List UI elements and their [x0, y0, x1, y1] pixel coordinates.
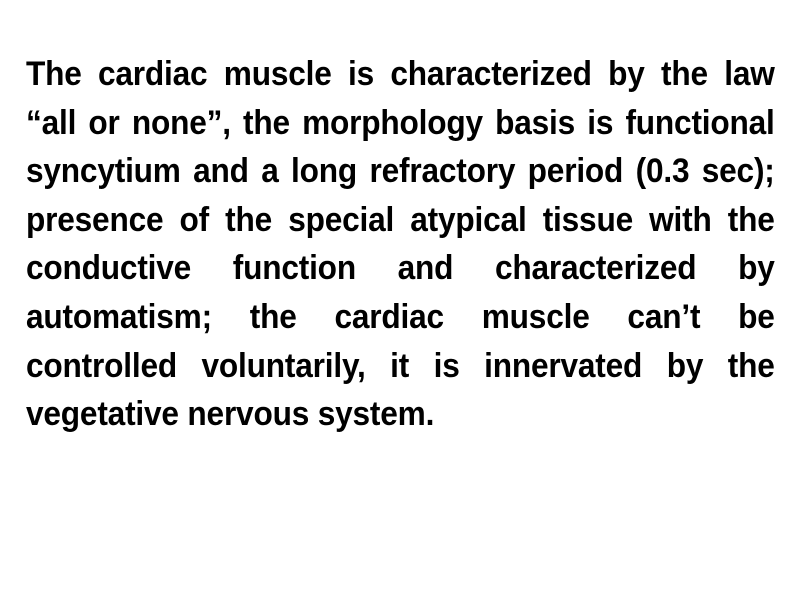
slide-body-text: The cardiac muscle is characterized by the law “all or none”, the morphology basis is functional syncytium and a long refractory period (0.3 sec); presence of the special atypical tissue with the conductive function and characterized by automatism; the cardiac muscle can’t be controlled voluntarily, it is innervated by the vegetative nervous system.: [26, 55, 775, 434]
